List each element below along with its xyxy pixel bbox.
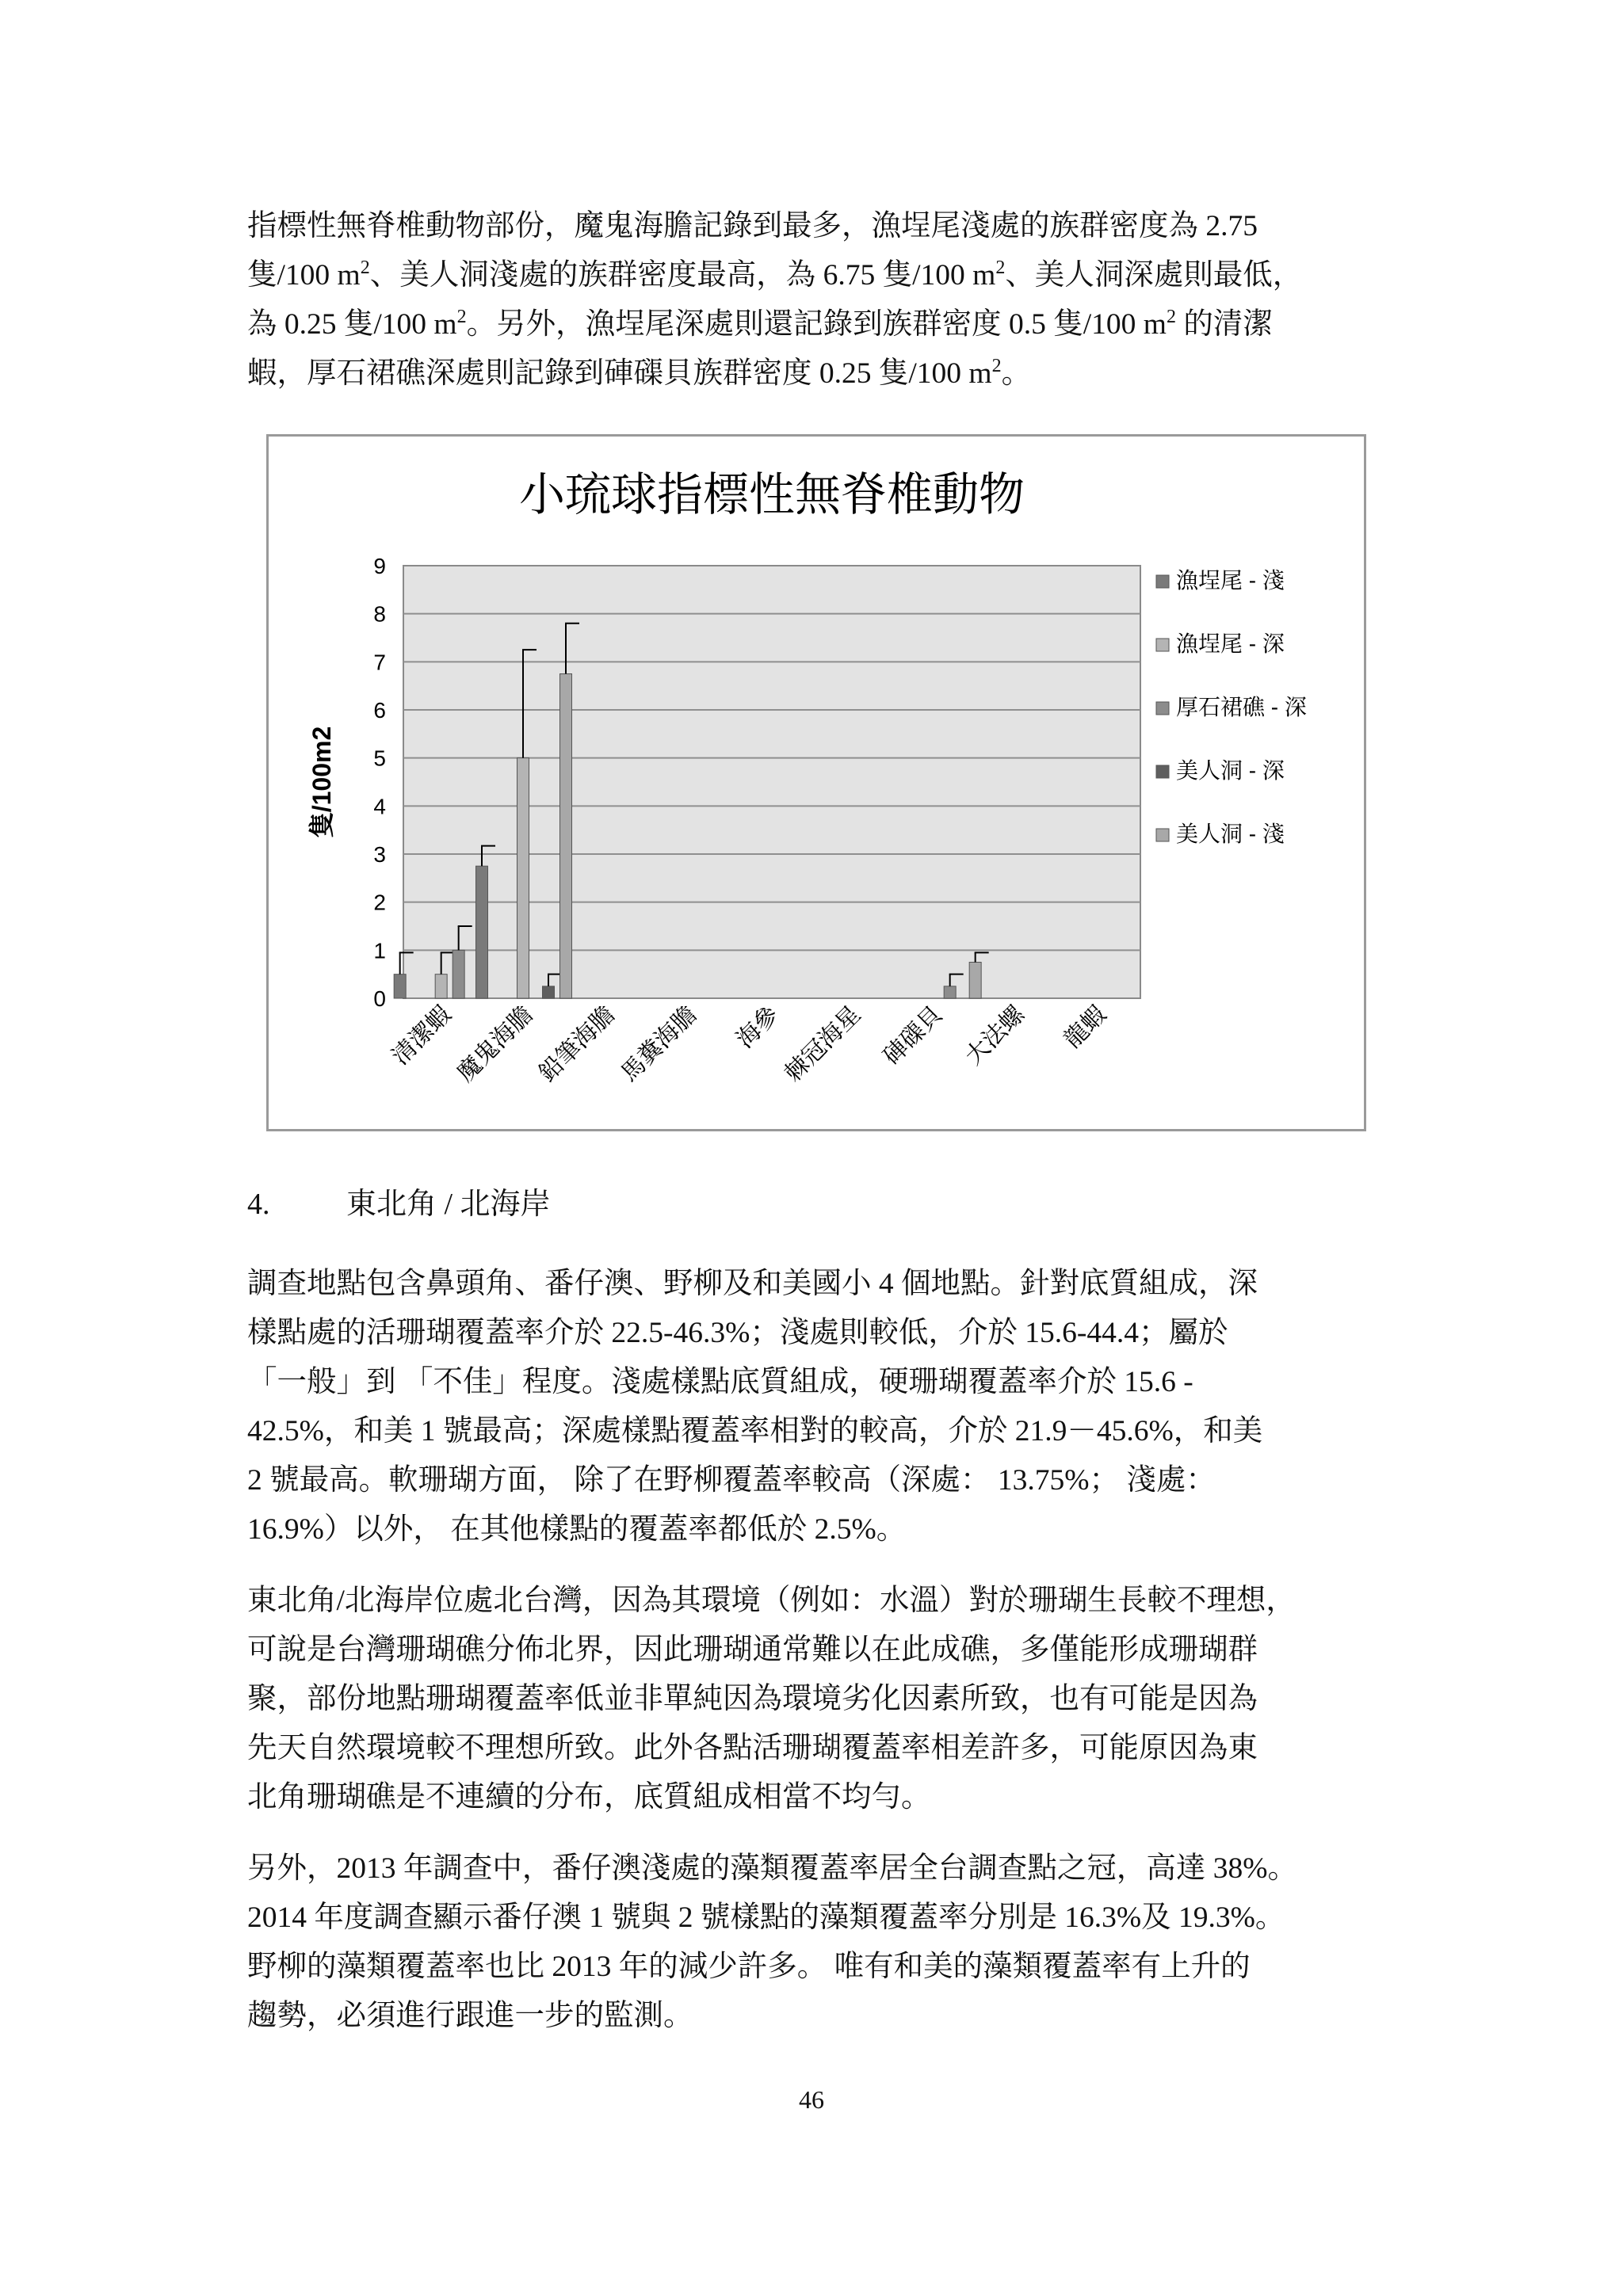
- text-run: 、美人洞淺處的族群密度最高，為 6.75 隻/100 m: [369, 259, 996, 292]
- y-tick-label: 4: [373, 794, 386, 819]
- legend-swatch: [1156, 829, 1169, 841]
- y-tick-label: 8: [373, 601, 386, 627]
- bar: [969, 963, 981, 999]
- superscript: 2: [456, 307, 467, 327]
- x-tick-label: 海參: [731, 1001, 784, 1054]
- y-tick-label: 1: [373, 938, 386, 963]
- bar: [543, 986, 555, 998]
- y-tick-labels: [373, 554, 386, 1011]
- y-tick-label: 9: [373, 554, 386, 578]
- bar: [560, 674, 572, 999]
- legend-swatch: [1156, 575, 1169, 588]
- text-line: 趨勢，必須進行跟進一步的監測。: [247, 2000, 693, 2032]
- text-line: 先天自然環境較不理想所致。此外各點活珊瑚覆蓋率相差許多，可能原因為東: [247, 1732, 1258, 1764]
- superscript: 2: [1166, 307, 1176, 327]
- text-line: 2 號最高。軟珊瑚方面， 除了在野柳覆蓋率較高（深處： 13.75%； 淺處：: [247, 1464, 1216, 1497]
- text-line: 樣點處的活珊瑚覆蓋率介於 22.5-46.3%；淺處則較低，介於 15.6-44.4；屬於: [247, 1317, 1228, 1349]
- bar-chart: [269, 437, 1364, 1129]
- legend: [1156, 568, 1307, 846]
- legend-swatch: [1156, 639, 1169, 651]
- y-tick-label: 3: [373, 842, 386, 867]
- text-line: 調查地點包含鼻頭角、番仔澳、野柳及和美國小 4 個地點。針對底質組成，深: [247, 1268, 1258, 1300]
- bar: [517, 758, 529, 998]
- bar: [944, 986, 956, 998]
- x-tick-labels: [388, 1001, 1112, 1087]
- x-tick-label: 大法螺: [960, 1001, 1029, 1070]
- y-tick-label: 2: [373, 890, 386, 915]
- y-axis-label: 隻/100m2: [307, 726, 336, 838]
- text-run: 為 0.25 隻/100 m: [247, 308, 457, 341]
- text-line: 東北角/北海岸位處北台灣，因為其環境（例如：水溫）對於珊瑚生長較不理想，: [247, 1585, 1296, 1617]
- text-line: [247, 349, 1396, 399]
- text-run: 隻/100 m: [247, 259, 361, 292]
- legend-swatch: [1156, 702, 1169, 715]
- legend-label: 漁埕尾 - 深: [1176, 631, 1285, 656]
- bar-chart-panel: [266, 434, 1366, 1131]
- legend-swatch: [1156, 765, 1169, 778]
- text-line: 北角珊瑚礁是不連續的分布，底質組成相當不均勻。: [247, 1781, 931, 1814]
- x-tick-label: 龍蝦: [1059, 1001, 1112, 1054]
- text-run: 指標性無脊椎動物部份，魔鬼海膽記錄到最多，漁埕尾淺處的族群密度為 2.75: [247, 210, 1258, 242]
- x-tick-label: 馬糞海膽: [616, 1001, 702, 1087]
- text-run: 的清潔: [1175, 308, 1273, 341]
- x-tick-label: 魔鬼海膽: [452, 1001, 538, 1087]
- y-tick-label: 6: [373, 698, 386, 723]
- text-line: 42.5%，和美 1 號最高；深處樣點覆蓋率相對的較高，介於 21.9－45.6%，和美: [247, 1415, 1263, 1447]
- bar: [394, 974, 406, 998]
- x-tick-label: 棘冠海星: [780, 1001, 866, 1087]
- text-run: 。: [1001, 357, 1032, 390]
- y-tick-label: 7: [373, 650, 386, 675]
- text-line: 可說是台灣珊瑚礁分佈北界，因此珊瑚通常難以在此成礁，多僅能形成珊瑚群: [247, 1634, 1258, 1666]
- legend-label: 厚石裙礁 - 深: [1176, 695, 1307, 719]
- section-number: 4.: [247, 1188, 270, 1221]
- text-line: [247, 202, 1396, 251]
- legend-label: 美人洞 - 深: [1176, 758, 1285, 783]
- text-line: 野柳的藻類覆蓋率也比 2013 年的減少許多。 唯有和美的藻類覆蓋率有上升的: [247, 1951, 1251, 1983]
- x-tick-label: 鉛筆海膽: [534, 1001, 621, 1087]
- bar: [453, 950, 464, 998]
- bar: [476, 866, 488, 998]
- paragraph-northern-limit: [247, 1577, 1396, 1822]
- text-line: 聚，部份地點珊瑚覆蓋率低並非單純因為環境劣化因素所致，也有可能是因為: [247, 1683, 1258, 1715]
- paragraph-substrate-composition: [247, 1260, 1396, 1554]
- section-heading: [247, 1180, 551, 1228]
- text-line: 「一般」到 「不佳」程度。淺處樣點底質組成，硬珊瑚覆蓋率介於 15.6 -: [247, 1366, 1193, 1398]
- text-line: [247, 251, 1396, 300]
- x-tick-label: 清潔蝦: [387, 1001, 456, 1070]
- paragraph-indicator-invertebrates: [247, 202, 1396, 399]
- text-run: 。另外，漁埕尾深處則還記錄到族群密度 0.5 隻/100 m: [466, 308, 1167, 341]
- text-line: [247, 300, 1396, 349]
- x-tick-label: 硨磲貝: [878, 1001, 948, 1070]
- text-line: 2014 年度調查顯示番仔澳 1 號與 2 號樣點的藻類覆蓋率分別是 16.3%及 19.3%。: [247, 1901, 1285, 1934]
- text-line: 另外，2013 年調查中，番仔澳淺處的藻類覆蓋率居全台調查點之冠，高達 38%。: [247, 1852, 1297, 1885]
- chart-title: 小琉球指標性無脊椎動物: [518, 469, 1025, 521]
- legend-label: 美人洞 - 淺: [1176, 822, 1285, 846]
- bar: [435, 974, 447, 998]
- page-number: 46: [799, 2085, 824, 2114]
- y-tick-label: 5: [373, 746, 386, 771]
- superscript: 2: [995, 257, 1006, 278]
- superscript: 2: [991, 356, 1002, 376]
- text-run: 、美人洞深處則最低，: [1005, 259, 1303, 292]
- superscript: 2: [360, 257, 370, 278]
- paragraph-algae-coverage: [247, 1844, 1396, 2041]
- text-run: 蝦，厚石裙礁深處則記錄到硨磲貝族群密度 0.25 隻/100 m: [247, 357, 992, 390]
- plot-area: [403, 566, 1140, 998]
- legend-label: 漁埕尾 - 淺: [1176, 568, 1285, 593]
- text-line: 16.9%）以外， 在其他樣點的覆蓋率都低於 2.5%。: [247, 1513, 907, 1546]
- section-title: 東北角 / 北海岸: [346, 1188, 551, 1221]
- y-tick-label: 0: [373, 986, 386, 1011]
